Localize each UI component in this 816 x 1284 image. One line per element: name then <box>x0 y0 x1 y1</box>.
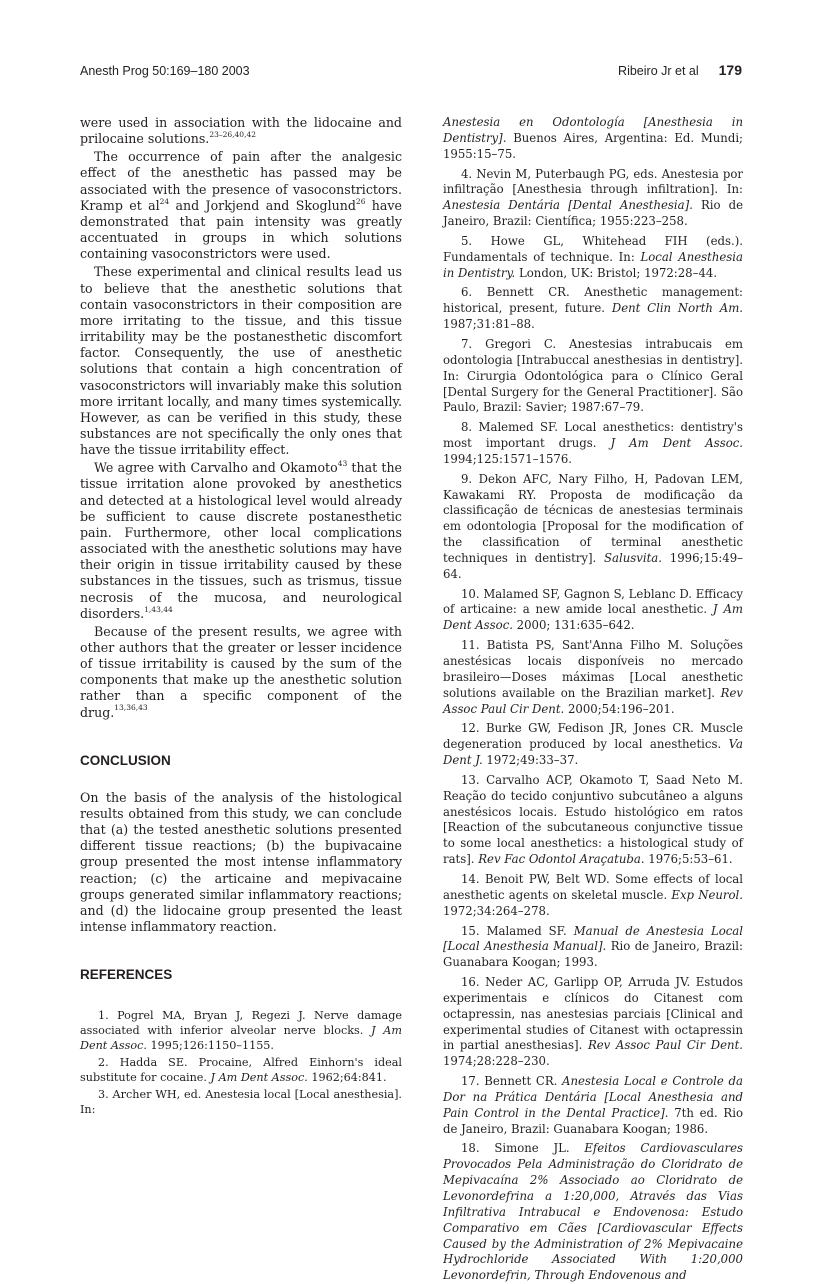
running-header-journal: Anesth Prog 50:169–180 2003 <box>80 64 250 78</box>
reference-item: 15. Malamed SF. Manual de Anestesia Local [Local Anesthesia Manual]. Rio de Janeiro, Brazil: Guanabara Koogan; 1993. <box>443 923 743 970</box>
reference-item: 1. Pogrel MA, Bryan J, Regezi J. Nerve damage associated with inferior alveolar nerve blocks. J Am Dent Assoc. 1995;126:1150–1155. <box>80 1009 402 1053</box>
reference-item: 16. Neder AC, Garlipp OP, Arruda JV. Estudos experimentais e clínicos do Citanest com octapressin, nas anestesias parciais [Clinical and experimental studies of Citanest with octapressin in partial anesthesias]. Rev Assoc Paul Cir Dent. 1974;28:228–230. <box>443 975 743 1069</box>
reference-item: 10. Malamed SF, Gagnon S, Leblanc D. Efficacy of articaine: a new amide local anesthetic. J Am Dent Assoc. 2000; 131:635–642. <box>443 586 743 633</box>
reference-item: 11. Batista PS, Sant'Anna Filho M. Soluções anestésicas locais disponíveis no mercado brasileiro—Doses máximas [Local anesthetic solutions available on the Brazilian market]. Rev Assoc Paul Cir Dent. 2000;54:196–201. <box>443 638 743 716</box>
paragraph-3: These experimental and clinical results lead us to believe that the anesthetic solutions that contain vasoconstrictors in their composition are more irritating to the tissue, and this tissue irritability may be the postanesthetic discomfort factor. Consequently, the use of anesthetic solutions that contain a high concentration of vasoconstrictors will invariably make this solution more irritant locally, and many times systemically. However, as can be verified in this study, these substances are not specifically the only ones that have the tissue irritability effect. <box>80 264 402 458</box>
reference-item: 18. Simone JL. Efeitos Cardiovasculares Provocados Pela Administração do Cloridrato de Mepivacaína 2% Associado ao Cloridrato de Levonordefrina a 1:20,000, Através das Vias Infiltrativa Intrabucal e Endovenosa: Estudo Comparativo em Cães [Cardiovascular Effects Caused by the Administration of 2% Mepivacaine Hydrochloride Associated With 1:20,000 Levonordefrin, Through Endovenous and <box>443 1141 744 1283</box>
reference-item: 12. Burke GW, Fedison JR, Jones CR. Muscle degeneration produced by local anesthetics. Va Dent J. 1972;49:33–37. <box>443 721 743 768</box>
right-column <box>443 115 743 1284</box>
reference-item-continued: Anestesia en Odontología [Anesthesia in Dentistry]. Buenos Aires, Argentina: Ed. Mundi; 1955:15–75. <box>443 115 743 161</box>
reference-item: 13. Carvalho ACP, Okamoto T, Saad Neto M. Reação do tecido conjuntivo subcutâneo a alguns anestésicos locais. Estudo histológico em ratos [Reaction of the subcutaneous conjunctive tissue to some local anesthetics: a histological study of rats]. Rev Fac Odontol Araçatuba. 1976;5:53–61. <box>443 772 743 867</box>
reference-item: 17. Bennett CR. Anestesia Local e Controle da Dor na Prática Dentária [Local Anesthesia and Pain Control in the Dental Practice]. 7th ed. Rio de Janeiro, Brazil: Guanabara Koogan; 1986. <box>443 1074 743 1136</box>
reference-item: 4. Nevin M, Puterbaugh PG, eds. Anestesia por infiltração [Anesthesia through infiltration]. In: Anestesia Dentária [Dental Anesthesia]. Rio de Janeiro, Brazil: Científica; 1955:223–258. <box>443 166 743 229</box>
citation: 23–26,40,42 <box>209 129 257 139</box>
reference-item: 3. Archer WH, ed. Anestesia local [Local anesthesia]. In: <box>80 1088 402 1117</box>
conclusion-heading: CONCLUSION <box>80 752 171 768</box>
paragraph-2: The occurrence of pain after the analgesic effect of the anesthetic has passed may be associated with the presence of vasoconstrictors. Kramp et $al^{24}$ and Jorkjend and Skoglund$^{26}$ have demonstrated that pain intensity was greatly accentuated in groups in which solutions containing vasoconstrictors were used. <box>80 149 402 262</box>
reference-item: 9. Dekon AFC, Nary Filho, H, Padovan LEM, Kawakami RY. Proposta de modificação da classificação de técnicas de anestesias terminais em odontologia [Proposal for the modification of the classification of terminal anesthetic techniques in dentistry]. Salusvita. 1996;15:49–64. <box>443 471 743 581</box>
reference-item: 5. Howe GL, Whitehead FIH (eds.). Fundamentals of technique. In: Local Anesthesia in Dentistry. London, UK: Bristol; 1972:28–44. <box>443 233 744 280</box>
references-heading: REFERENCES <box>80 967 173 983</box>
running-header-authors: Ribeiro Jr et al <box>618 64 699 78</box>
reference-item: 2. Hadda SE. Procaine, Alfred Einhorn's ideal substitute for cocaine. J Am Dent Assoc. 1962;64:841. <box>80 1056 402 1085</box>
reference-item: 6. Bennett CR. Anesthetic management: historical, present, future. Dent Clin North Am. 1987;31:81–88. <box>443 285 743 332</box>
paragraph-1: were used in association with the lidocaine and prilocaine solutions.$^{23-26,40,42}$ <box>80 115 402 147</box>
paragraph-4: We agree with Carvalho and Okamoto$^{43}$ that the tissue irritation alone provoked by anesthetics and detected at a histological level would already be sufficient to cause discrete postanesthetic pain. Furthermore, other local complications associated with the anesthetic solutions may have their origin in tissue irritability caused by these substances in the tissues, such as trismus, tissue necrosis of the mucosa, and neurological disorders.$^{1,43,44}$ <box>80 459 403 621</box>
reference-item: 14. Benoit PW, Belt WD. Some effects of local anesthetic agents on skeletal muscle. Exp Neurol. 1972;34:264–278. <box>443 871 743 918</box>
conclusion-paragraph: On the basis of the analysis of the histological results obtained from this study, we can conclude that (a) the tested anesthetic solutions presented different tissue reactions; (b) the bupivacaine group presented the most intense inflammatory reaction; (c) the articaine and mepivacaine groups generated similar inflammatory reactions; and (d) the lidocaine group presented the least intense inflammatory reaction. <box>80 789 402 935</box>
reference-item: 7. Gregori C. Anestesias intrabucais em odontologia [Intrabuccal anesthesias in dentistry]. In: Cirurgia Odontológica para o Clínico Geral [Dental Surgery for the General Practitioner]. São Paulo, Brazil: Savier; 1987:67–79. <box>443 336 743 415</box>
references-list-left <box>80 1008 402 1117</box>
page-number: 179 <box>718 62 742 78</box>
running-header-right <box>618 62 742 78</box>
paragraph-5: Because of the present results, we agree with other authors that the greater or lesser incidence of tissue irritability is caused by the sum of the components that make up the anesthetic solution rather than a specific component of the drug.$^{13,36,43}$ <box>80 623 402 720</box>
left-column <box>80 115 402 1117</box>
reference-item: 8. Malemed SF. Local anesthetics: dentistry's most important drugs. J Am Dent Assoc. 1994;125:1571–1576. <box>443 420 743 466</box>
